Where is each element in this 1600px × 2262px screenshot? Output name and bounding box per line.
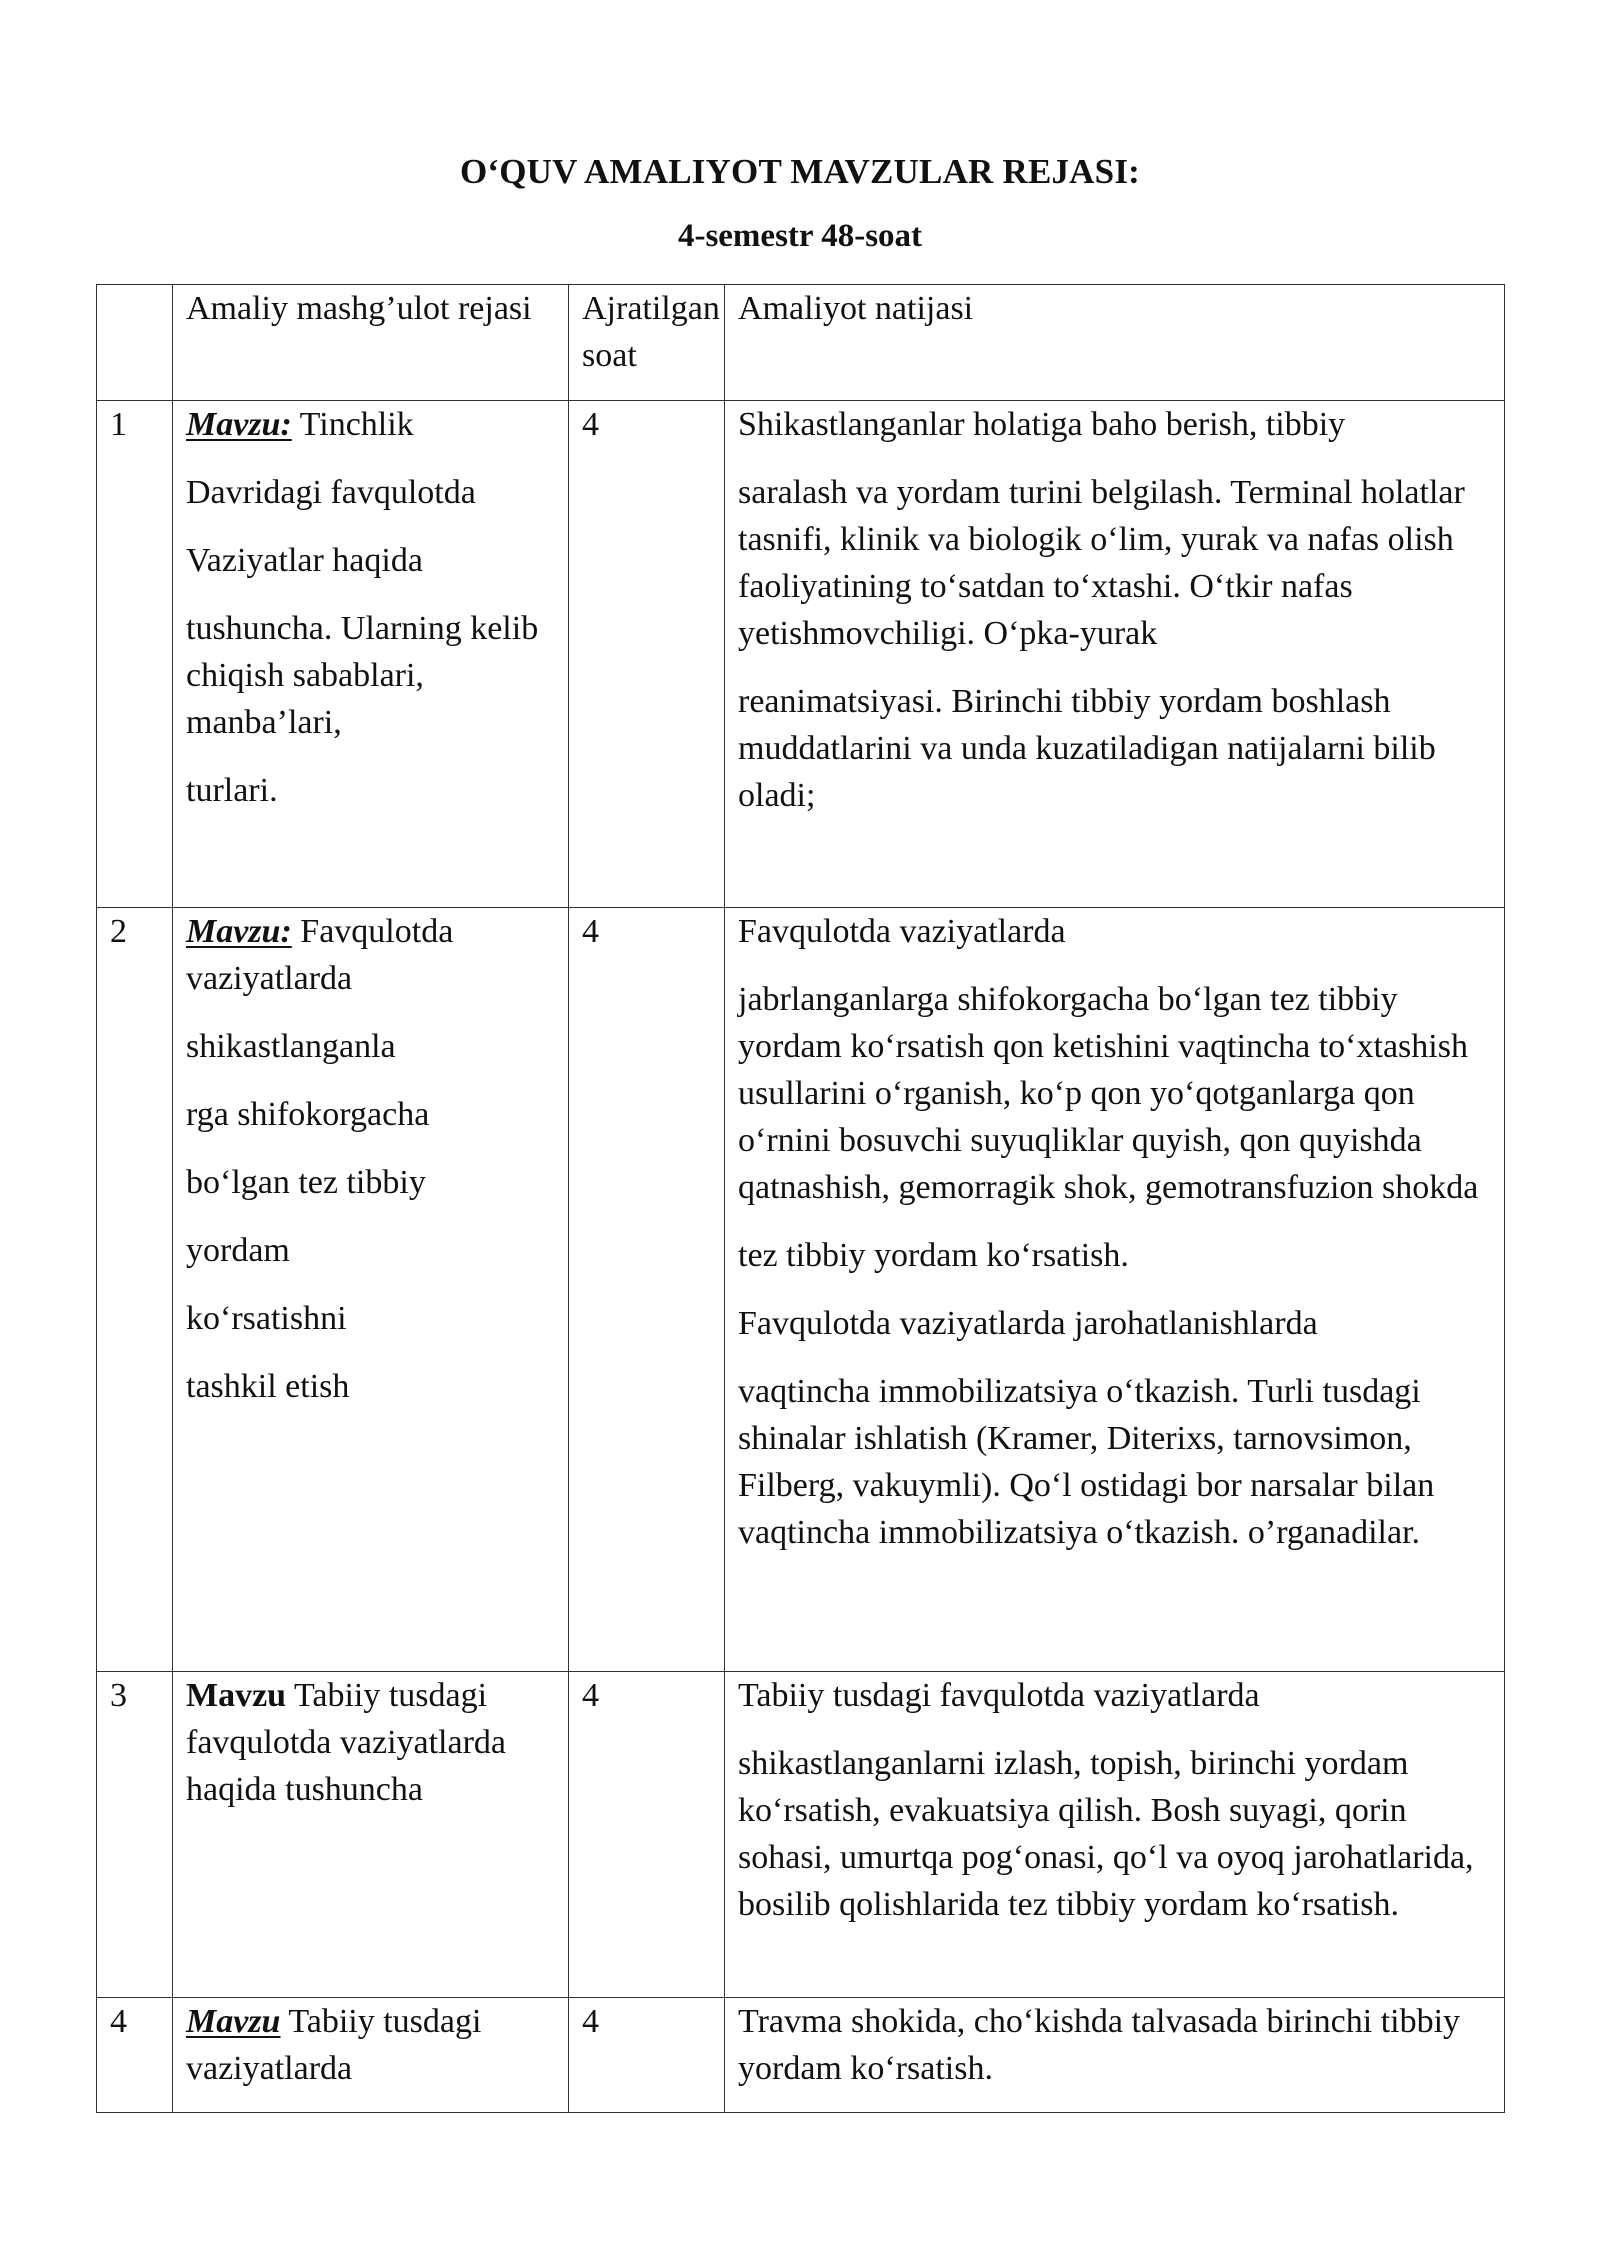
table-row [97, 1672, 1505, 1998]
result-paragraph: vaqtincha immobilizatsiya o‘tkazish. Turli tusdagi shinalar ishlatish (Kramer, Diterixs, tarnovsimon, Filberg, vakuymli). Qo‘l ostidagi bor narsalar bilan vaqtincha immobilizatsiya o‘tkazish. o’rganadilar. [738, 1373, 1435, 1551]
table-header-row [97, 285, 1505, 401]
topic-label: Mavzu [186, 2003, 281, 2040]
topic-paragraph: rga shifokorgacha [186, 1096, 430, 1133]
result-paragraph: Shikastlanganlar holatiga baho berish, tibbiy [738, 406, 1346, 443]
header-plan-cell: Amaliy mashg’ulot rejasi [173, 285, 569, 401]
hours-cell: 4 [569, 908, 725, 1672]
row-number: 2 [97, 908, 173, 1672]
document-subtitle: 4-semestr 48-soat [677, 218, 923, 254]
topic-paragraph: turlari. [186, 772, 278, 809]
result-paragraph: shikastlanganlarni izlash, topish, birinchi yordam ko‘rsatish, evakuatsiya qilish. Bosh suyagi, qorin sohasi, umurtqa pog‘onasi, qo‘l va oyoq jarohatlarida, bosilib qolishlarida tez tibbiy yordam ko‘rsatish. [738, 1745, 1474, 1923]
topic-paragraph: Vaziyatlar haqida [186, 542, 423, 579]
result-cell [725, 401, 1505, 908]
topic-paragraph: Davridagi favqulotda [186, 474, 476, 511]
topic-paragraph [186, 1998, 555, 2092]
header-num-cell [97, 285, 173, 401]
topic-paragraph [186, 1672, 555, 1813]
result-cell [725, 1672, 1505, 1998]
topic-paragraph [186, 401, 555, 448]
topic-label: Mavzu: [186, 406, 292, 443]
plan-table [96, 284, 1505, 2113]
topic-paragraph: bo‘lgan tez tibbiy [186, 1164, 426, 1201]
row-number: 1 [97, 401, 173, 908]
header-hours-cell: Ajratilgan soat [569, 285, 725, 401]
hours-cell: 4 [569, 1998, 725, 2113]
hours-cell: 4 [569, 1672, 725, 1998]
result-paragraph: Favqulotda vaziyatlarda jarohatlanishlarda [738, 1305, 1318, 1342]
topic-cell [173, 1998, 569, 2113]
result-cell [725, 908, 1505, 1672]
topic-paragraph [186, 908, 555, 1002]
row-number: 4 [97, 1998, 173, 2113]
result-paragraph: jabrlanganlarga shifokorgacha bo‘lgan tez tibbiy yordam ko‘rsatish qon ketishini vaqtincha to‘xtashish usullarini o‘rganish, ko‘p qon yo‘qotganlarga qon o‘rnini bosuvchi suyuqliklar quyish, qon quyishda qatnashish, gemorragik shok, gemotransfuzion shokda [738, 981, 1479, 1206]
result-paragraph: Travma shokida, cho‘kishda talvasada birinchi tibbiy yordam ko‘rsatish. [738, 2003, 1461, 2087]
topic-paragraph: tushuncha. Ularning kelib chiqish sabablari, manba’lari, [186, 610, 539, 741]
table-row [97, 401, 1505, 908]
row-number: 3 [97, 1672, 173, 1998]
topic-paragraph: ko‘rsatishni [186, 1300, 347, 1337]
topic-paragraph: tashkil etish [186, 1368, 350, 1405]
result-paragraph: Favqulotda vaziyatlarda [738, 913, 1066, 950]
result-paragraph: Tabiiy tusdagi favqulotda vaziyatlarda [738, 1677, 1260, 1714]
result-paragraph: saralash va yordam turini belgilash. Terminal holatlar tasnifi, klinik va biologik o‘lim, yurak va nafas olish faoliyatining to‘satdan to‘xtashi. O‘tkir nafas yetishmovchiligi. O‘pka-yurak [738, 474, 1465, 652]
header-result-cell: Amaliyot natijasi [725, 285, 1505, 401]
topic-label: Mavzu: [186, 913, 292, 950]
topic-paragraph: shikastlanganla [186, 1028, 396, 1065]
topic-cell [173, 1672, 569, 1998]
table-row [97, 908, 1505, 1672]
result-paragraph: tez tibbiy yordam ko‘rsatish. [738, 1237, 1129, 1274]
table-row [97, 1998, 1505, 2113]
topic-paragraph: yordam [186, 1232, 290, 1269]
topic-text: Favqulotda vaziyatlarda [186, 913, 454, 997]
topic-cell [173, 908, 569, 1672]
topic-cell [173, 401, 569, 908]
topic-label: Mavzu [186, 1677, 287, 1714]
topic-text: Tabiiy tusdagi vaziyatlarda [186, 2003, 482, 2087]
topic-text: Tinchlik [291, 406, 414, 443]
result-paragraph: reanimatsiyasi. Birinchi tibbiy yordam boshlash muddatlarini va unda kuzatiladigan natijalarni bilib oladi; [738, 683, 1436, 814]
document-title: O‘QUV AMALIYOT MAVZULAR REJASI: [459, 152, 1141, 191]
hours-cell: 4 [569, 401, 725, 908]
result-cell [725, 1998, 1505, 2113]
topic-text: Tabiiy tusdagi favqulotda vaziyatlarda haqida tushuncha [186, 1677, 507, 1808]
